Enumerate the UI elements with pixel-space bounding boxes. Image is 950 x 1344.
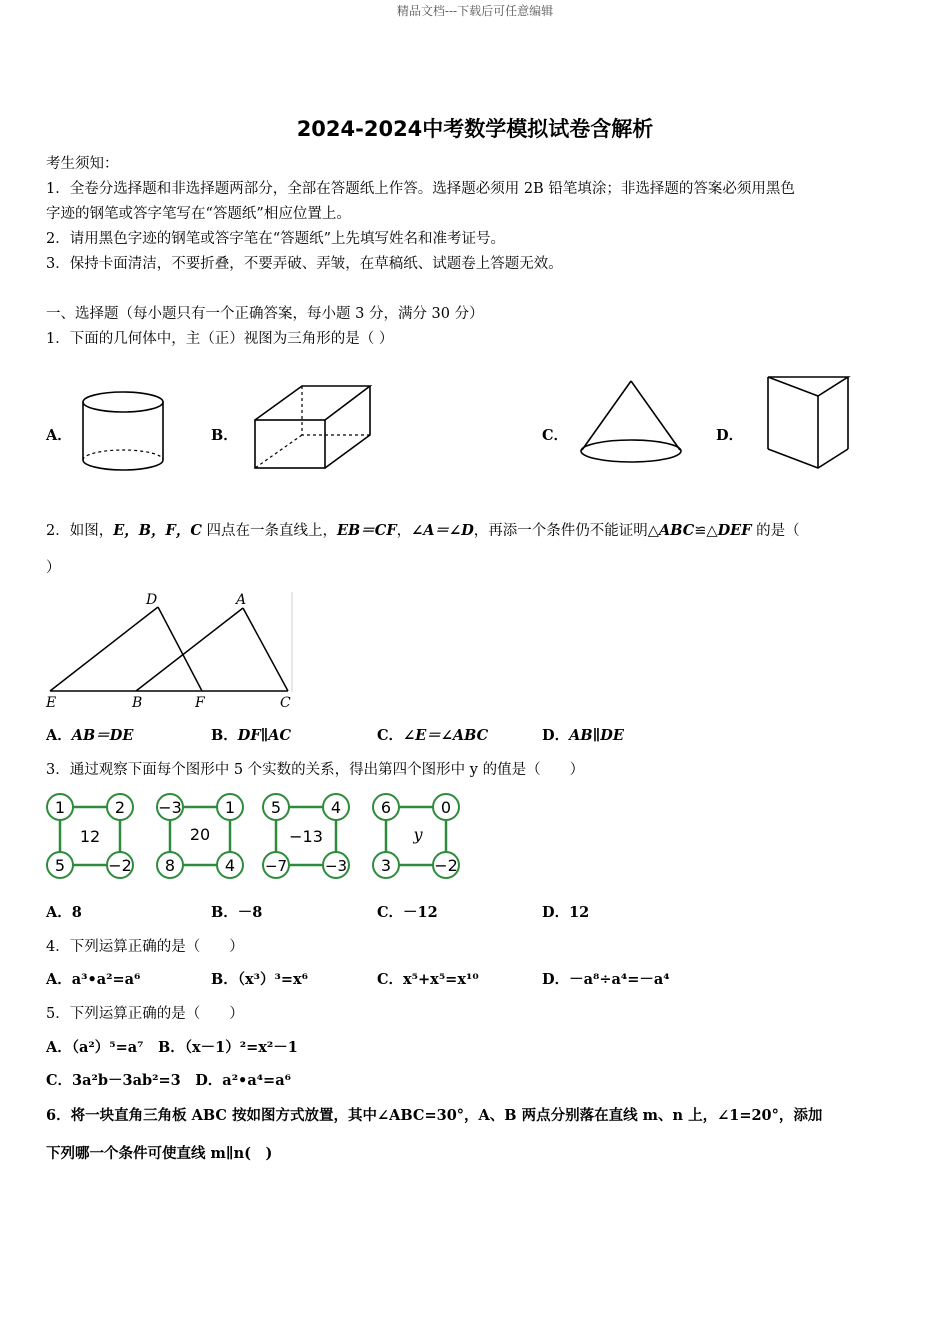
svg-text:3: 3 bbox=[380, 856, 392, 875]
q2-triangle-figure bbox=[44, 590, 296, 712]
label-C: C bbox=[280, 695, 291, 711]
cuboid-figure bbox=[250, 383, 375, 475]
question-4-stem: 4．下列运算正确的是（ ） bbox=[46, 939, 244, 955]
q4-option-c[interactable]: C．x⁵+x⁵=x¹⁰ bbox=[377, 971, 479, 988]
q3-option-a[interactable]: A．8 bbox=[46, 904, 82, 921]
svg-text:1: 1 bbox=[54, 798, 66, 817]
q4-option-d[interactable]: D．－a⁸÷a⁴=－a⁴ bbox=[542, 971, 670, 988]
q1-option-c-label[interactable]: C． bbox=[542, 427, 569, 444]
cone-figure bbox=[578, 378, 686, 468]
question-3-stem: 3．通过观察下面每个图形中 5 个实数的关系，得出第四个图形中 y 的值是（ ） bbox=[46, 762, 585, 778]
svg-text:6: 6 bbox=[380, 798, 392, 817]
q3-square-4 bbox=[370, 792, 462, 882]
notice-heading: 考生须知： bbox=[46, 156, 119, 172]
question-6-stem-line-1: 6．将一块直角三角板 ABC 按如图方式放置，其中∠ABC=30°，A、B 两点分别落在直线 m、n 上，∠1=20°，添加 bbox=[46, 1107, 823, 1124]
notice-line-3: 3．保持卡面清洁，不要折叠，不要弄破、弄皱，在草稿纸、试题卷上答题无效。 bbox=[46, 256, 563, 272]
svg-text:20: 20 bbox=[189, 825, 211, 844]
svg-text:5: 5 bbox=[54, 856, 66, 875]
triangular-prism-figure bbox=[765, 374, 855, 472]
q3-square-1 bbox=[44, 792, 136, 882]
svg-text:−2: −2 bbox=[434, 856, 458, 875]
q2-option-c[interactable]: C．∠E＝∠ABC bbox=[377, 727, 489, 744]
q1-option-d-label[interactable]: D． bbox=[716, 427, 744, 444]
svg-text:−3: −3 bbox=[324, 857, 348, 875]
svg-text:1: 1 bbox=[224, 798, 236, 817]
q2-option-b[interactable]: B．DF∥AC bbox=[211, 727, 292, 744]
svg-text:2: 2 bbox=[114, 798, 126, 817]
question-1-stem: 1．下面的几何体中，主（正）视图为三角形的是（ ） bbox=[46, 331, 394, 347]
label-F: F bbox=[195, 695, 205, 711]
svg-text:5: 5 bbox=[270, 798, 282, 817]
page-header: 精品文档---下载后可任意编辑 bbox=[396, 4, 554, 18]
svg-text:−7: −7 bbox=[264, 857, 288, 875]
notice-line-1b: 字迹的钢笔或答字笔写在“答题纸”相应位置上。 bbox=[46, 206, 351, 222]
q5-options-row-1[interactable]: A．（a²）⁵=a⁷ B．（x－1）²=x²－1 bbox=[46, 1039, 298, 1056]
label-A: A bbox=[236, 592, 247, 608]
q2-option-a[interactable]: A．AB＝DE bbox=[46, 727, 134, 744]
svg-text:4: 4 bbox=[224, 856, 236, 875]
svg-text:−3: −3 bbox=[158, 798, 182, 817]
q4-option-a[interactable]: A．a³•a²=a⁶ bbox=[46, 971, 141, 988]
cylinder-figure bbox=[80, 390, 170, 475]
svg-text:4: 4 bbox=[330, 798, 342, 817]
question-2-stem: 2．如图，E，B，F，C 四点在一条直线上，EB＝CF，∠A＝∠D，再添一个条件仍不能证明△ABC≌△DEF 的是（ bbox=[46, 522, 800, 539]
question-2-stem-end: ） bbox=[46, 560, 61, 576]
label-E: E bbox=[46, 695, 57, 711]
q1-option-b-label[interactable]: B． bbox=[211, 427, 238, 444]
svg-text:8: 8 bbox=[164, 856, 176, 875]
q3-square-3 bbox=[260, 792, 352, 882]
q3-option-c[interactable]: C．－12 bbox=[377, 904, 438, 921]
q1-option-a-label[interactable]: A． bbox=[46, 427, 72, 444]
question-5-stem: 5．下列运算正确的是（ ） bbox=[46, 1006, 244, 1022]
notice-line-1a: 1．全卷分选择题和非选择题两部分，全部在答题纸上作答。选择题必须用 2B 铅笔填涂；非选择题的答案必须用黑色 bbox=[46, 181, 795, 197]
svg-text:y: y bbox=[413, 825, 423, 844]
svg-text:12: 12 bbox=[79, 827, 101, 846]
q3-square-2 bbox=[154, 792, 246, 882]
q3-option-d[interactable]: D．12 bbox=[542, 904, 590, 921]
svg-text:−13: −13 bbox=[289, 827, 323, 846]
section-heading: 一、选择题（每小题只有一个正确答案，每小题 3 分，满分 30 分） bbox=[46, 306, 484, 322]
q2-option-d[interactable]: D．AB∥DE bbox=[542, 727, 624, 744]
label-D: D bbox=[146, 592, 158, 608]
svg-text:0: 0 bbox=[440, 798, 452, 817]
question-6-stem-line-2: 下列哪一个条件可使直线 m∥n( ) bbox=[46, 1145, 273, 1162]
svg-text:−2: −2 bbox=[108, 856, 132, 875]
page-title: 2024-2024中考数学模拟试卷含解析 bbox=[296, 117, 654, 141]
label-B: B bbox=[132, 695, 143, 711]
q4-option-b[interactable]: B．（x³）³=x⁶ bbox=[211, 971, 308, 988]
q3-option-b[interactable]: B．－8 bbox=[211, 904, 263, 921]
notice-line-2: 2．请用黑色字迹的钢笔或答字笔在“答题纸”上先填写姓名和准考证号。 bbox=[46, 231, 506, 247]
q5-options-row-2[interactable]: C．3a²b－3ab²=3 D．a²•a⁴=a⁶ bbox=[46, 1072, 291, 1089]
